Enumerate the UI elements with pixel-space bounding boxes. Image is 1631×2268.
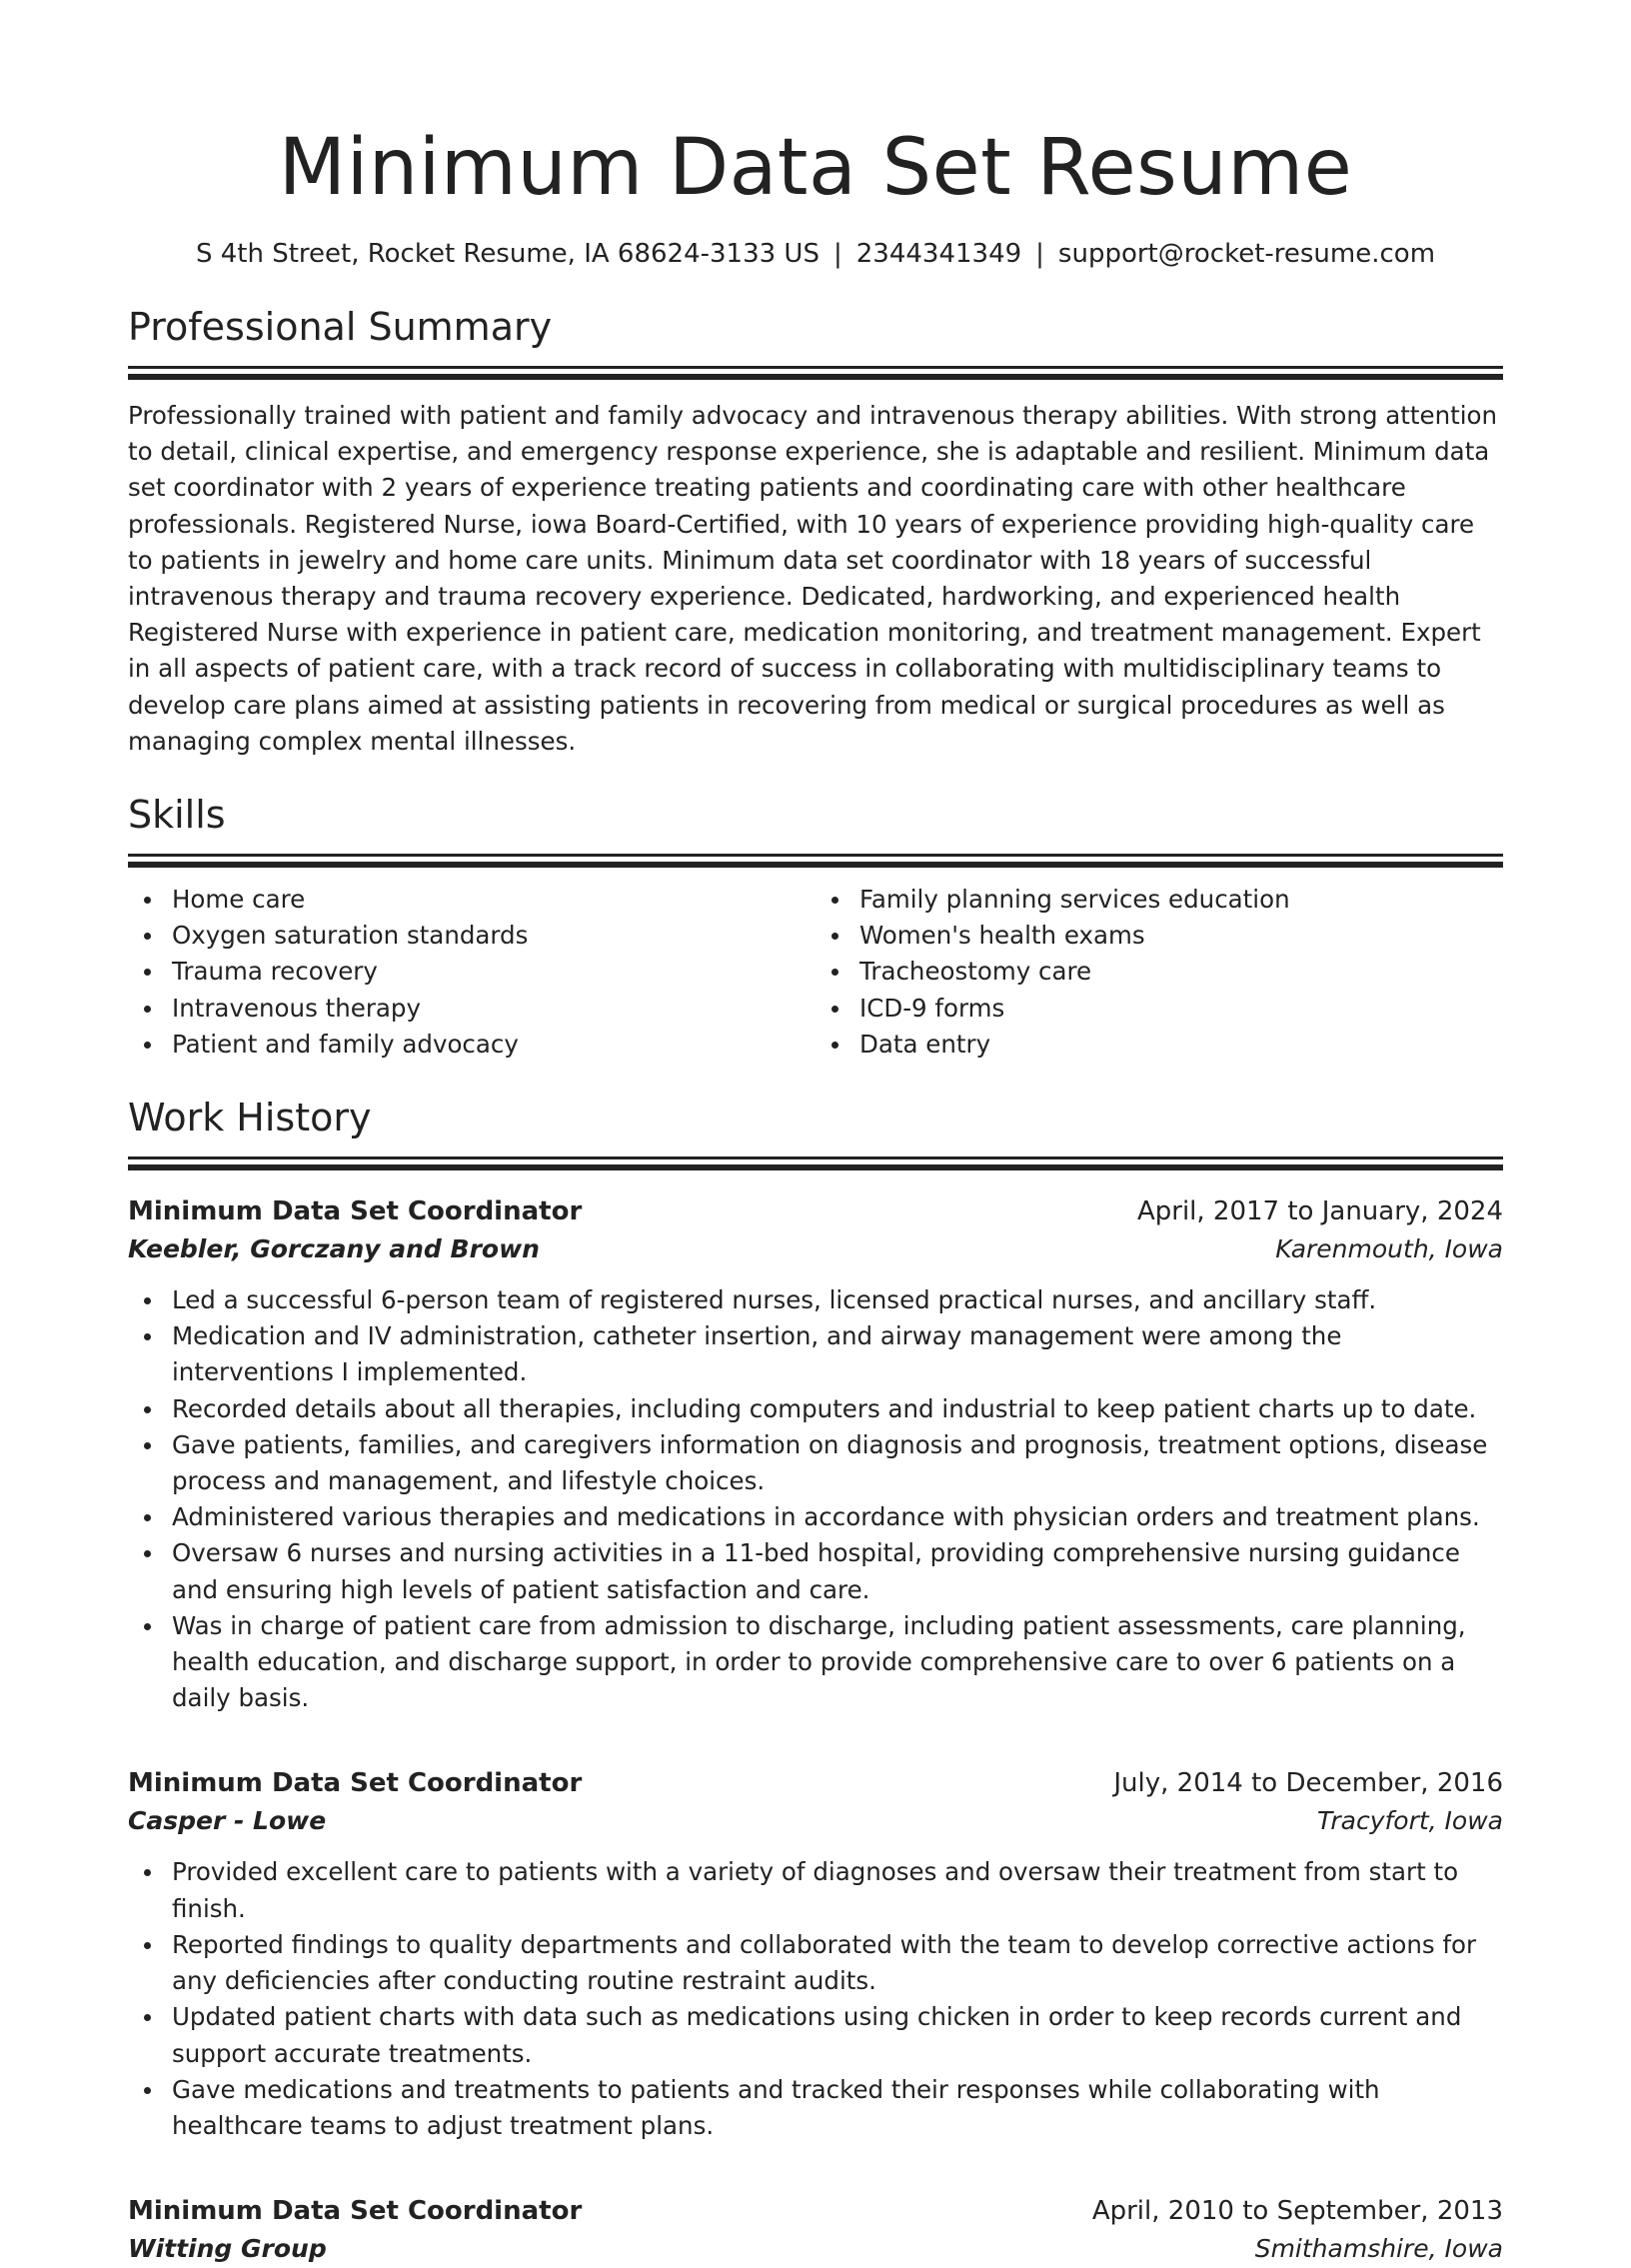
section-divider	[128, 1156, 1503, 1159]
work-heading: Work History	[128, 1096, 372, 1140]
job-dates: July, 2014 to December, 2016	[1113, 1768, 1503, 1799]
contact-email: support@rocket-resume.com	[1057, 239, 1436, 269]
job-header-row	[128, 1764, 1503, 1802]
job-bullet: Gave medications and treatments to patients and tracked their responses while collaborating with healthcare teams to adjust treatment plans.	[172, 2072, 1503, 2144]
job-bullets	[128, 1854, 1503, 2144]
skills-column-right	[816, 882, 1503, 1063]
contact-separator: |	[832, 239, 842, 269]
section-divider-thick	[128, 374, 1503, 380]
skills-grid	[128, 882, 1503, 1063]
job-bullet: Administered various therapies and medications in accordance with physician orders and treatment plans.	[172, 1499, 1503, 1535]
job-header-row	[128, 1192, 1503, 1230]
job-entry	[128, 2192, 1503, 2268]
job-dates: April, 2017 to January, 2024	[1136, 1196, 1503, 1227]
job-dates: April, 2010 to September, 2013	[1091, 2196, 1503, 2227]
job-title: Minimum Data Set Coordinator	[128, 1196, 583, 1227]
resume-page	[128, 0, 1503, 2268]
skill-item: Data entry	[859, 1027, 1503, 1063]
job-location: Smithamshire, Iowa	[1254, 2234, 1503, 2264]
skill-item: Intravenous therapy	[172, 991, 816, 1027]
job-company-row	[128, 2230, 1503, 2268]
job-company-row	[128, 1802, 1503, 1840]
section-divider	[128, 854, 1503, 857]
skill-item: Oxygen saturation standards	[172, 918, 816, 954]
section-divider-thick	[128, 862, 1503, 868]
job-bullets	[128, 1282, 1503, 1716]
section-divider	[128, 366, 1503, 369]
job-bullet: Gave patients, families, and caregivers information on diagnosis and prognosis, treatment options, disease process and management, and lifestyle choices.	[172, 1427, 1503, 1499]
job-title: Minimum Data Set Coordinator	[128, 1768, 583, 1799]
skill-item: Home care	[172, 882, 816, 918]
skills-column-left	[128, 882, 816, 1063]
job-bullet: Reported findings to quality departments and collaborated with the team to develop corrective actions for any deficiencies after conducting routine restraint audits.	[172, 1927, 1503, 1999]
job-company-row	[128, 1230, 1503, 1268]
skill-item: Patient and family advocacy	[172, 1027, 816, 1063]
job-bullet: Oversaw 6 nurses and nursing activities in a 11-bed hospital, providing comprehensive nursing guidance and ensuring high levels of patient satisfaction and care.	[172, 1535, 1503, 1607]
skills-section	[128, 790, 1503, 1063]
contact-separator: |	[1035, 239, 1044, 269]
job-bullet: Led a successful 6-person team of registered nurses, licensed practical nurses, and ancillary staff.	[172, 1282, 1503, 1318]
job-header-row	[128, 2192, 1503, 2230]
skill-item: Women's health exams	[859, 918, 1503, 954]
job-company: Witting Group	[128, 2234, 327, 2264]
skill-item: Family planning services education	[859, 882, 1503, 918]
job-location: Tracyfort, Iowa	[1317, 1806, 1503, 1836]
job-entry	[128, 1764, 1503, 2144]
job-bullet: Was in charge of patient care from admission to discharge, including patient assessments, care planning, health education, and discharge support, in order to provide comprehensive care to over 6 patients on a daily basis.	[172, 1608, 1503, 1717]
summary-text: Professionally trained with patient and family advocacy and intravenous therapy abilities. With strong attention to detail, clinical expertise, and emergency response experience, she is adaptable and resilient. Minimum data set coordinator with 2 years of experience treating patients and coordinating care with other healthcare professionals. Registered Nurse, iowa Board-Certified, with 10 years of experience providing high-quality care to patients in jewelry and home care units. Minimum data set coordinator with 18 years of successful intravenous therapy and trauma recovery experience. Dedicated, hardworking, and experienced health Registered Nurse with experience in patient care, medication monitoring, and treatment management. Expert in all aspects of patient care, with a track record of success in collaborating with multidisciplinary teams to develop care plans aimed at assisting patients in recovering from medical or surgical procedures as well as managing complex mental illnesses.	[128, 401, 1498, 756]
summary-section	[128, 302, 1503, 760]
skill-item: Trauma recovery	[172, 954, 816, 990]
job-bullet: Updated patient charts with data such as medications using chicken in order to keep records current and support accurate treatments.	[172, 1999, 1503, 2071]
contact-address: S 4th Street, Rocket Resume, IA 68624-3133 US	[195, 239, 819, 269]
contact-phone: 2344341349	[855, 239, 1022, 269]
summary-heading: Professional Summary	[128, 305, 553, 349]
resume-name: Minimum Data Set Resume	[278, 123, 1353, 213]
job-company: Keebler, Gorczany and Brown	[128, 1234, 540, 1264]
job-bullet: Recorded details about all therapies, including computers and industrial to keep patient charts up to date.	[172, 1391, 1503, 1427]
job-bullet: Medication and IV administration, catheter insertion, and airway management were among the interventions I implemented.	[172, 1318, 1503, 1390]
skill-item: ICD-9 forms	[859, 991, 1503, 1027]
job-company: Casper - Lowe	[128, 1806, 327, 1836]
job-entry	[128, 1192, 1503, 1716]
skill-item: Tracheostomy care	[859, 954, 1503, 990]
section-divider-thick	[128, 1164, 1503, 1170]
job-location: Karenmouth, Iowa	[1275, 1234, 1503, 1264]
job-bullet: Provided excellent care to patients with a variety of diagnoses and oversaw their treatment from start to finish.	[172, 1854, 1503, 1926]
work-section	[128, 1093, 1503, 2268]
job-title: Minimum Data Set Coordinator	[128, 2196, 583, 2227]
skills-heading: Skills	[128, 793, 226, 838]
contact-line	[128, 236, 1503, 272]
